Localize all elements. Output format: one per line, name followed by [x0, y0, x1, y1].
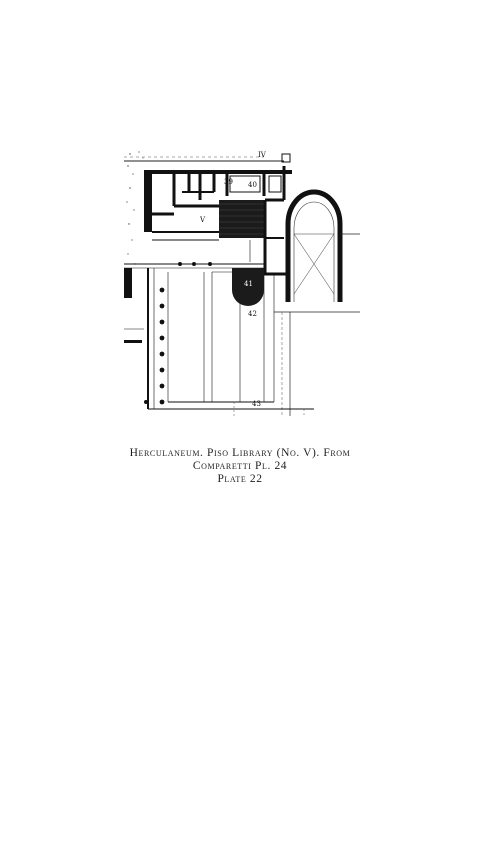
label-42: 42: [248, 310, 257, 318]
caption-line-1: Herculaneum. Piso Library (No. V). From: [129, 447, 351, 459]
caption-line-2: Comparetti Pl. 24: [192, 460, 288, 472]
plan-drawing: [124, 144, 360, 416]
label-41: 41: [244, 280, 253, 288]
label-v: V: [200, 216, 206, 224]
label-39: 39: [224, 178, 233, 186]
hatched-court: [219, 200, 265, 238]
caption-line-3: Plate 22: [217, 473, 263, 485]
site-plan-figure: [124, 144, 360, 416]
label-iv: IV: [258, 151, 266, 159]
label-40: 40: [248, 181, 257, 189]
label-43: 43: [252, 400, 261, 408]
